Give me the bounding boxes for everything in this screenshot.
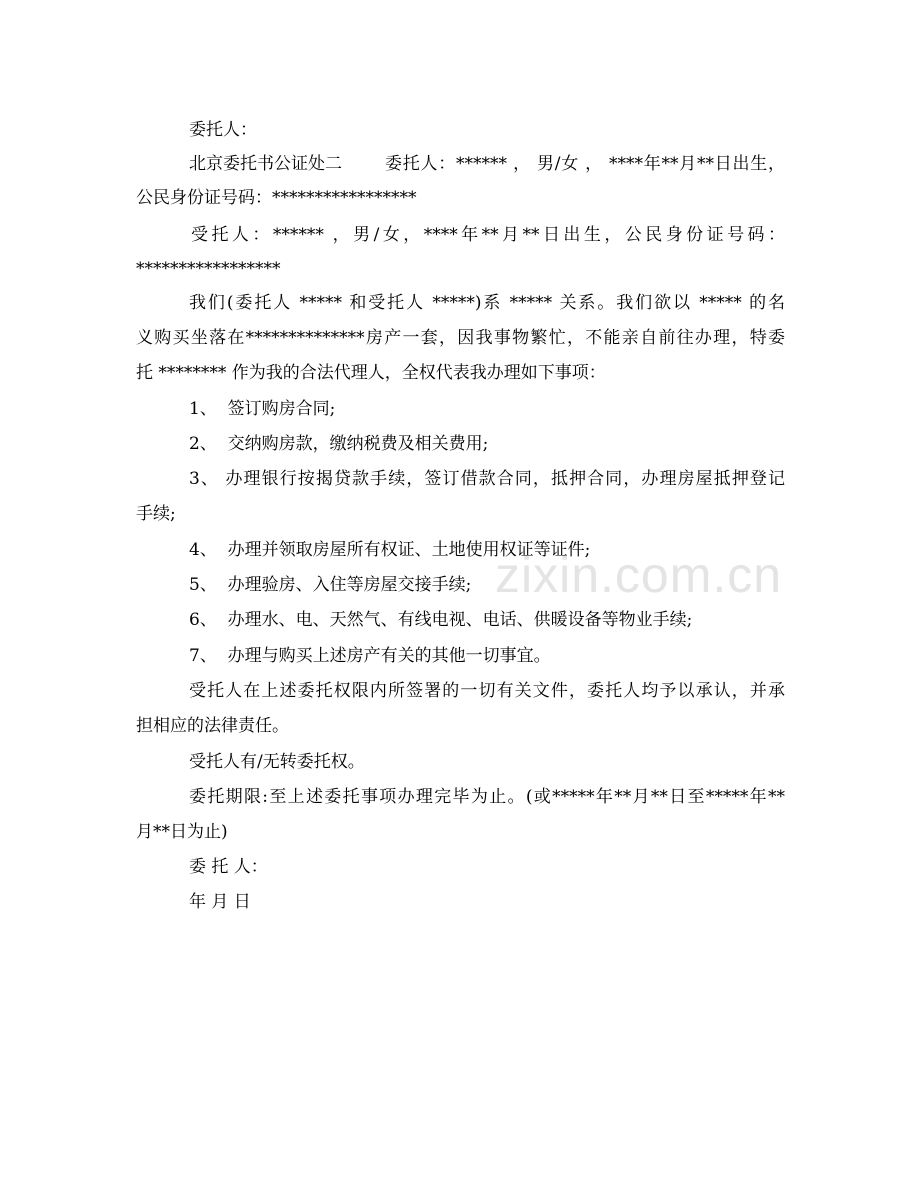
notary-office-name: 北京委托书公证处二: [189, 154, 342, 174]
relationship-paragraph-line-3: 托 ******** 作为我的合法代理人，全权代表我办理如下事项：: [136, 363, 606, 383]
matter-item-4: 4、 办理并领取房屋所有权证、土地使用权证等证件;: [189, 540, 591, 560]
signature-date-label: 年 月 日: [189, 892, 251, 912]
agent-id-number: *****************: [136, 259, 281, 279]
watermark: zixin.com.cn: [495, 547, 783, 603]
principal-id-number: 公民身份证号码：*****************: [136, 188, 417, 208]
validity-period-line-2: 月**日为止): [136, 822, 228, 842]
principal-info: 委托人：****** ， 男/女 ， ****年**月**日出生，: [385, 154, 785, 174]
matter-item-6: 6、 办理水、电、天然气、有线电视、电话、供暖设备等物业手续;: [189, 610, 693, 630]
relationship-paragraph-line-1: 我们(委托人 ***** 和受托人 *****)系 ***** 关系。我们欲以 ***** 的名: [189, 293, 785, 313]
matter-item-3: 3、 办理银行按揭贷款手续，签订借款合同，抵押合同，办理房屋抵押登记: [189, 469, 785, 489]
matter-item-3-continued: 手续;: [136, 504, 176, 524]
acknowledgement-line-1: 受托人在上述委托权限内所签署的一切有关文件，委托人均予以承认，并承: [189, 681, 785, 701]
validity-period-line-1: 委托期限:至上述委托事项办理完毕为止。(或*****年**月**日至*****年**: [189, 787, 785, 807]
principal-label: 委托人：: [189, 120, 257, 140]
matter-item-1: 1、 签订购房合同;: [189, 399, 336, 419]
relationship-paragraph-line-2: 义购买坐落在**************房产一套，因我事物繁忙，不能亲自前往办理，特委: [136, 328, 785, 348]
acknowledgement-line-2: 担相应的法律责任。: [136, 716, 289, 736]
matter-item-2: 2、 交纳购房款，缴纳税费及相关费用;: [189, 434, 489, 454]
agent-info: 受托人：****** ，男/女，****年**月**日出生，公民身份证号码：: [191, 225, 785, 245]
matter-item-5: 5、 办理验房、入住等房屋交接手续;: [189, 575, 472, 595]
matter-item-7: 7、 办理与购买上述房产有关的其他一切事宜。: [189, 646, 551, 666]
sub-delegation-clause: 受托人有/无转委托权。: [189, 752, 365, 772]
signature-principal-label: 委 托 人：: [189, 857, 268, 877]
